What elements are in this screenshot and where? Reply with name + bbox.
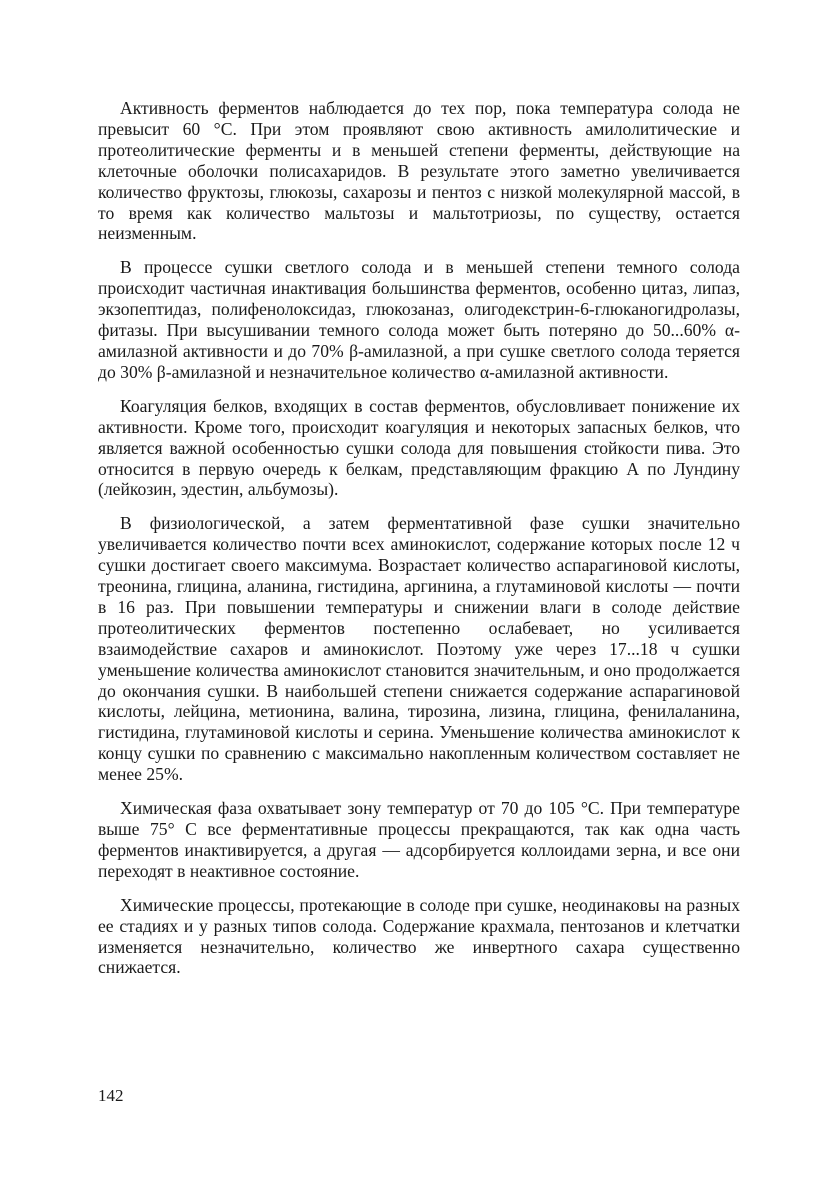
paragraph-chemical-phase: Химическая фаза охватывает зону температур от 70 до 105 °C. При температуре выше 75° C все ферментативные процессы прекращаются, так как одна часть ферментов инактивируется, а другая — адсорбируется коллоидами зерна, и все они переходят в неактивное состояние. <box>98 798 740 881</box>
page-number: 142 <box>98 1086 124 1105</box>
paragraph-enzyme-activity: Активность ферментов наблюдается до тех пор, пока температура солода не превысит 60 °C. При этом проявляют свою активность амилолитические и протеолитические ферменты и в меньшей степени ферменты, действующие на клеточные оболочки полисахаридов. В результате этого заметно увеличивается количество фруктозы, глюкозы, сахарозы и пентоз с низкой молекулярной массой, в то время как количество мальтозы и мальтотриозы, по существу, остается неизменным. <box>98 98 740 244</box>
paragraph-protein-coagulation: Коагуляция белков, входящих в состав ферментов, обусловливает понижение их активности. Кроме того, происходит коагуляция и некоторых запасных белков, что является важной особенностью сушки солода для повышения стойкости пива. Это относится в первую очередь к белкам, представляющим фракцию А по Лундину (лейкозин, эдестин, альбумозы). <box>98 395 740 500</box>
page-body <box>98 98 740 991</box>
paragraph-amino-acids: В физиологической, а затем ферментативной фазе сушки значительно увеличивается количество почти всех аминокислот, содержание которых после 12 ч сушки достигает своего максимума. Возрастает количество аспарагиновой кислоты, треонина, глицина, аланина, гистидина, аргинина, а глутаминовой кислоты — почти в 16 раз. При повышении температуры и снижении влаги в солоде действие протеолитических ферментов постепенно ослабевает, но усиливается взаимодействие сахаров и аминокислот. Поэтому уже через 17...18 ч сушки уменьшение количества аминокислот становится значительным, и оно продолжается до окончания сушки. В наибольшей степени снижается содержание аспарагиновой кислоты, лейцина, метионина, валина, тирозина, лизина, глицина, фенилаланина, гистидина, глутаминовой кислоты и серина. Уменьшение количества аминокислот к концу сушки по сравнению с максимально накопленным количеством составляет не менее 25%. <box>98 513 740 785</box>
paragraph-enzyme-inactivation: В процессе сушки светлого солода и в меньшей степени темного солода происходит частичная инактивация большинства ферментов, особенно цитаз, липаз, экзопептидаз, полифенолоксидаз, глюкозаназ, олигодекстрин-6-глюканогидролазы, фитазы. При высушивании темного солода может быть потеряно до 50...60% α-амилазной активности и до 70% β-амилазной, а при сушке светлого солода теряется до 30% β-амилазной и незначительное количество α-амилазной активности. <box>98 257 740 382</box>
paragraph-chemical-processes: Химические процессы, протекающие в солоде при сушке, неодинаковы на разных ее стадиях и у разных типов солода. Содержание крахмала, пентозанов и клетчатки изменяется незначительно, количество же инвертного сахара существенно снижается. <box>98 894 740 978</box>
